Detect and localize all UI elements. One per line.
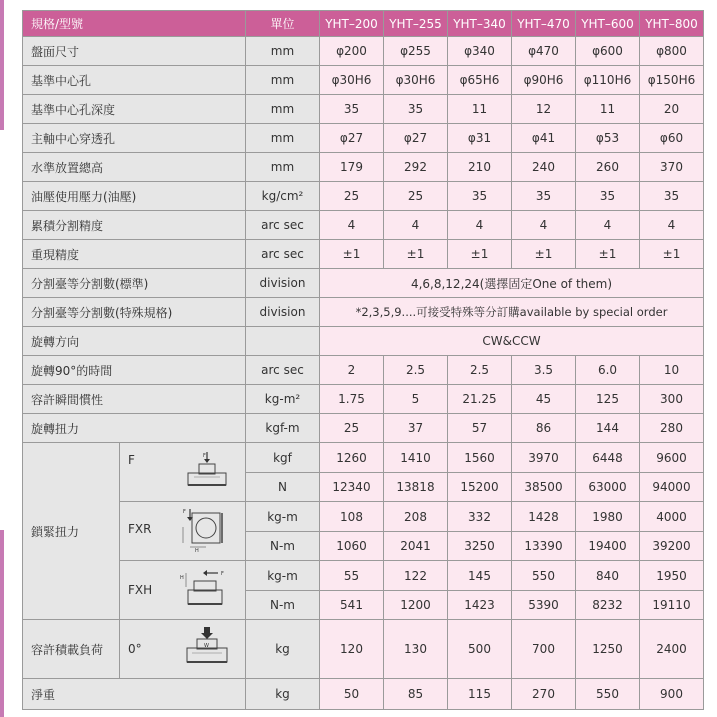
cell: 500 bbox=[448, 620, 512, 679]
row-label: 基準中心孔深度 bbox=[23, 95, 246, 124]
header-model: YHT–470 bbox=[512, 11, 576, 37]
cell: 5390 bbox=[512, 591, 576, 620]
cell: 20 bbox=[640, 95, 704, 124]
cell: 15200 bbox=[448, 473, 512, 502]
clamp-f-diagram-icon bbox=[182, 451, 232, 491]
cell: 550 bbox=[576, 679, 640, 710]
load-sub bbox=[120, 620, 246, 679]
cell: 1.75 bbox=[320, 385, 384, 414]
cell: ±1 bbox=[448, 240, 512, 269]
cell: 2 bbox=[320, 356, 384, 385]
cell: 4 bbox=[384, 211, 448, 240]
row-label: 油壓使用壓力(油壓) bbox=[23, 182, 246, 211]
cell: 115 bbox=[448, 679, 512, 710]
row-unit: division bbox=[246, 269, 320, 298]
cell: 4 bbox=[448, 211, 512, 240]
row-unit: kg/cm² bbox=[246, 182, 320, 211]
cell: 35 bbox=[384, 95, 448, 124]
cell: φ30H6 bbox=[320, 66, 384, 95]
header-label: 規格/型號 bbox=[23, 11, 246, 37]
cell: 3970 bbox=[512, 443, 576, 473]
left-edge-decoration bbox=[0, 0, 10, 717]
cell: 86 bbox=[512, 414, 576, 443]
cell: 541 bbox=[320, 591, 384, 620]
table-row bbox=[23, 679, 704, 710]
row-label: 容許瞬間慣性 bbox=[23, 385, 246, 414]
header-model: YHT–255 bbox=[384, 11, 448, 37]
row-unit: mm bbox=[246, 153, 320, 182]
cell: 900 bbox=[640, 679, 704, 710]
cell: 9600 bbox=[640, 443, 704, 473]
cell: ±1 bbox=[384, 240, 448, 269]
cell: φ470 bbox=[512, 37, 576, 66]
cell: 13818 bbox=[384, 473, 448, 502]
cell: 1560 bbox=[448, 443, 512, 473]
cell: 332 bbox=[448, 502, 512, 532]
cell: 2041 bbox=[384, 532, 448, 561]
row-label: 旋轉方向 bbox=[23, 327, 246, 356]
cell: 8232 bbox=[576, 591, 640, 620]
clamp-group-fxr bbox=[120, 502, 246, 561]
cell: φ41 bbox=[512, 124, 576, 153]
table-row bbox=[23, 37, 704, 66]
clamp-label: 鎖緊扭力 bbox=[23, 443, 120, 620]
spec-table bbox=[22, 10, 704, 710]
cell: 4 bbox=[640, 211, 704, 240]
row-label: 主軸中心穿透孔 bbox=[23, 124, 246, 153]
span-cell: *2,3,5,9....可接受特殊等分訂購available by special order bbox=[320, 298, 704, 327]
table-row bbox=[23, 124, 704, 153]
cell: 1423 bbox=[448, 591, 512, 620]
row-unit: N bbox=[246, 473, 320, 502]
cell: φ65H6 bbox=[448, 66, 512, 95]
cell: φ800 bbox=[640, 37, 704, 66]
header-model: YHT–200 bbox=[320, 11, 384, 37]
edge-bar-bottom bbox=[0, 530, 4, 717]
cell: 12340 bbox=[320, 473, 384, 502]
cell: φ150H6 bbox=[640, 66, 704, 95]
force-label: F bbox=[221, 571, 224, 577]
cell: 39200 bbox=[640, 532, 704, 561]
header-model: YHT–340 bbox=[448, 11, 512, 37]
row-unit: mm bbox=[246, 124, 320, 153]
cell: ±1 bbox=[320, 240, 384, 269]
row-unit: kg bbox=[246, 679, 320, 710]
cell: 11 bbox=[576, 95, 640, 124]
cell: φ27 bbox=[320, 124, 384, 153]
header-model: YHT–800 bbox=[640, 11, 704, 37]
cell: 21.25 bbox=[448, 385, 512, 414]
table-row bbox=[23, 502, 704, 532]
header-row bbox=[23, 11, 704, 37]
cell: φ255 bbox=[384, 37, 448, 66]
cell: 108 bbox=[320, 502, 384, 532]
clamp-fxr-diagram-icon bbox=[178, 507, 234, 553]
table-row bbox=[23, 443, 704, 473]
cell: 25 bbox=[320, 182, 384, 211]
cell: 1950 bbox=[640, 561, 704, 591]
cell: φ60 bbox=[640, 124, 704, 153]
cell: 10 bbox=[640, 356, 704, 385]
cell: 3250 bbox=[448, 532, 512, 561]
table-row bbox=[23, 182, 704, 211]
cell: 35 bbox=[320, 95, 384, 124]
cell: 35 bbox=[512, 182, 576, 211]
cell: 4000 bbox=[640, 502, 704, 532]
header-model: YHT–600 bbox=[576, 11, 640, 37]
clamp-fxh-diagram-icon bbox=[178, 567, 234, 611]
table-row bbox=[23, 240, 704, 269]
table-row bbox=[23, 95, 704, 124]
row-label: 分割臺等分割數(標準) bbox=[23, 269, 246, 298]
cell: 63000 bbox=[576, 473, 640, 502]
cell: 4 bbox=[576, 211, 640, 240]
cell: 210 bbox=[448, 153, 512, 182]
cell: 3.5 bbox=[512, 356, 576, 385]
cell: 240 bbox=[512, 153, 576, 182]
cell: 4 bbox=[320, 211, 384, 240]
cell: φ31 bbox=[448, 124, 512, 153]
cell: φ30H6 bbox=[384, 66, 448, 95]
cell: 35 bbox=[576, 182, 640, 211]
row-label: 旋轉扭力 bbox=[23, 414, 246, 443]
cell: φ27 bbox=[384, 124, 448, 153]
cell: 1980 bbox=[576, 502, 640, 532]
cell: φ53 bbox=[576, 124, 640, 153]
row-unit: division bbox=[246, 298, 320, 327]
row-unit: kg-m bbox=[246, 561, 320, 591]
table-row bbox=[23, 561, 704, 591]
cell: 208 bbox=[384, 502, 448, 532]
row-label: 基準中心孔 bbox=[23, 66, 246, 95]
cell: 120 bbox=[320, 620, 384, 679]
cell: 5 bbox=[384, 385, 448, 414]
cell: 370 bbox=[640, 153, 704, 182]
cell: 6448 bbox=[576, 443, 640, 473]
cell: ±1 bbox=[640, 240, 704, 269]
cell: 35 bbox=[640, 182, 704, 211]
row-label: 容許積載負荷 bbox=[23, 620, 120, 679]
edge-bar-top bbox=[0, 0, 4, 130]
cell: 13390 bbox=[512, 532, 576, 561]
cell: 292 bbox=[384, 153, 448, 182]
cell: φ110H6 bbox=[576, 66, 640, 95]
cell: 12 bbox=[512, 95, 576, 124]
row-label: 淨重 bbox=[23, 679, 246, 710]
cell: 1260 bbox=[320, 443, 384, 473]
cell: 50 bbox=[320, 679, 384, 710]
dimension-label: W bbox=[204, 643, 209, 649]
row-unit: N-m bbox=[246, 532, 320, 561]
cell: 550 bbox=[512, 561, 576, 591]
cell: 280 bbox=[640, 414, 704, 443]
cell: 19110 bbox=[640, 591, 704, 620]
row-label: 旋轉90°的時間 bbox=[23, 356, 246, 385]
clamp-group-name: F bbox=[128, 453, 135, 467]
cell: 37 bbox=[384, 414, 448, 443]
table-row bbox=[23, 269, 704, 298]
cell: 840 bbox=[576, 561, 640, 591]
header-unit: 單位 bbox=[246, 11, 320, 37]
cell: ±1 bbox=[576, 240, 640, 269]
dimension-label: H bbox=[180, 575, 184, 581]
clamp-group-f bbox=[120, 443, 246, 502]
cell: 85 bbox=[384, 679, 448, 710]
cell: 57 bbox=[448, 414, 512, 443]
clamp-group-fxh bbox=[120, 561, 246, 620]
cell: φ600 bbox=[576, 37, 640, 66]
cell: 55 bbox=[320, 561, 384, 591]
dimension-label: H bbox=[195, 548, 199, 553]
row-unit: kg-m² bbox=[246, 385, 320, 414]
force-label: F bbox=[183, 509, 186, 515]
cell: 125 bbox=[576, 385, 640, 414]
span-cell: 4,6,8,12,24(選擇固定One of them) bbox=[320, 269, 704, 298]
row-unit: mm bbox=[246, 37, 320, 66]
cell: 1410 bbox=[384, 443, 448, 473]
table-row bbox=[23, 356, 704, 385]
cell: 145 bbox=[448, 561, 512, 591]
row-label: 重現精度 bbox=[23, 240, 246, 269]
row-unit bbox=[246, 327, 320, 356]
cell: φ340 bbox=[448, 37, 512, 66]
cell: 122 bbox=[384, 561, 448, 591]
table-row bbox=[23, 620, 704, 679]
row-unit: kg-m bbox=[246, 502, 320, 532]
cell: φ90H6 bbox=[512, 66, 576, 95]
cell: 260 bbox=[576, 153, 640, 182]
cell: 2.5 bbox=[448, 356, 512, 385]
row-unit: arc sec bbox=[246, 211, 320, 240]
table-row bbox=[23, 414, 704, 443]
cell: 144 bbox=[576, 414, 640, 443]
table-row bbox=[23, 298, 704, 327]
cell: 94000 bbox=[640, 473, 704, 502]
row-label: 水準放置總高 bbox=[23, 153, 246, 182]
table-row bbox=[23, 211, 704, 240]
cell: 6.0 bbox=[576, 356, 640, 385]
load-angle: 0° bbox=[128, 642, 142, 656]
clamp-group-name: FXR bbox=[128, 522, 152, 536]
force-label: F bbox=[203, 453, 206, 459]
row-label: 盤面尺寸 bbox=[23, 37, 246, 66]
cell: 300 bbox=[640, 385, 704, 414]
cell: 45 bbox=[512, 385, 576, 414]
cell: 1200 bbox=[384, 591, 448, 620]
cell: 179 bbox=[320, 153, 384, 182]
row-unit: mm bbox=[246, 95, 320, 124]
cell: 1250 bbox=[576, 620, 640, 679]
row-label: 累積分割精度 bbox=[23, 211, 246, 240]
cell: ±1 bbox=[512, 240, 576, 269]
row-unit: kgf-m bbox=[246, 414, 320, 443]
cell: φ200 bbox=[320, 37, 384, 66]
span-cell: CW&CCW bbox=[320, 327, 704, 356]
cell: 1060 bbox=[320, 532, 384, 561]
table-row bbox=[23, 327, 704, 356]
cell: 25 bbox=[320, 414, 384, 443]
row-label: 分割臺等分割數(特殊規格) bbox=[23, 298, 246, 327]
row-unit: kg bbox=[246, 620, 320, 679]
table-row bbox=[23, 153, 704, 182]
cell: 38500 bbox=[512, 473, 576, 502]
cell: 4 bbox=[512, 211, 576, 240]
table-row bbox=[23, 66, 704, 95]
cell: 270 bbox=[512, 679, 576, 710]
cell: 130 bbox=[384, 620, 448, 679]
table-row bbox=[23, 385, 704, 414]
cell: 25 bbox=[384, 182, 448, 211]
cell: 11 bbox=[448, 95, 512, 124]
clamp-group-name: FXH bbox=[128, 583, 153, 597]
cell: 1428 bbox=[512, 502, 576, 532]
row-unit: arc sec bbox=[246, 356, 320, 385]
row-unit: kgf bbox=[246, 443, 320, 473]
load-diagram-icon bbox=[182, 626, 232, 670]
row-unit: arc sec bbox=[246, 240, 320, 269]
cell: 2400 bbox=[640, 620, 704, 679]
row-unit: mm bbox=[246, 66, 320, 95]
cell: 19400 bbox=[576, 532, 640, 561]
cell: 700 bbox=[512, 620, 576, 679]
cell: 35 bbox=[448, 182, 512, 211]
cell: 2.5 bbox=[384, 356, 448, 385]
row-unit: N-m bbox=[246, 591, 320, 620]
